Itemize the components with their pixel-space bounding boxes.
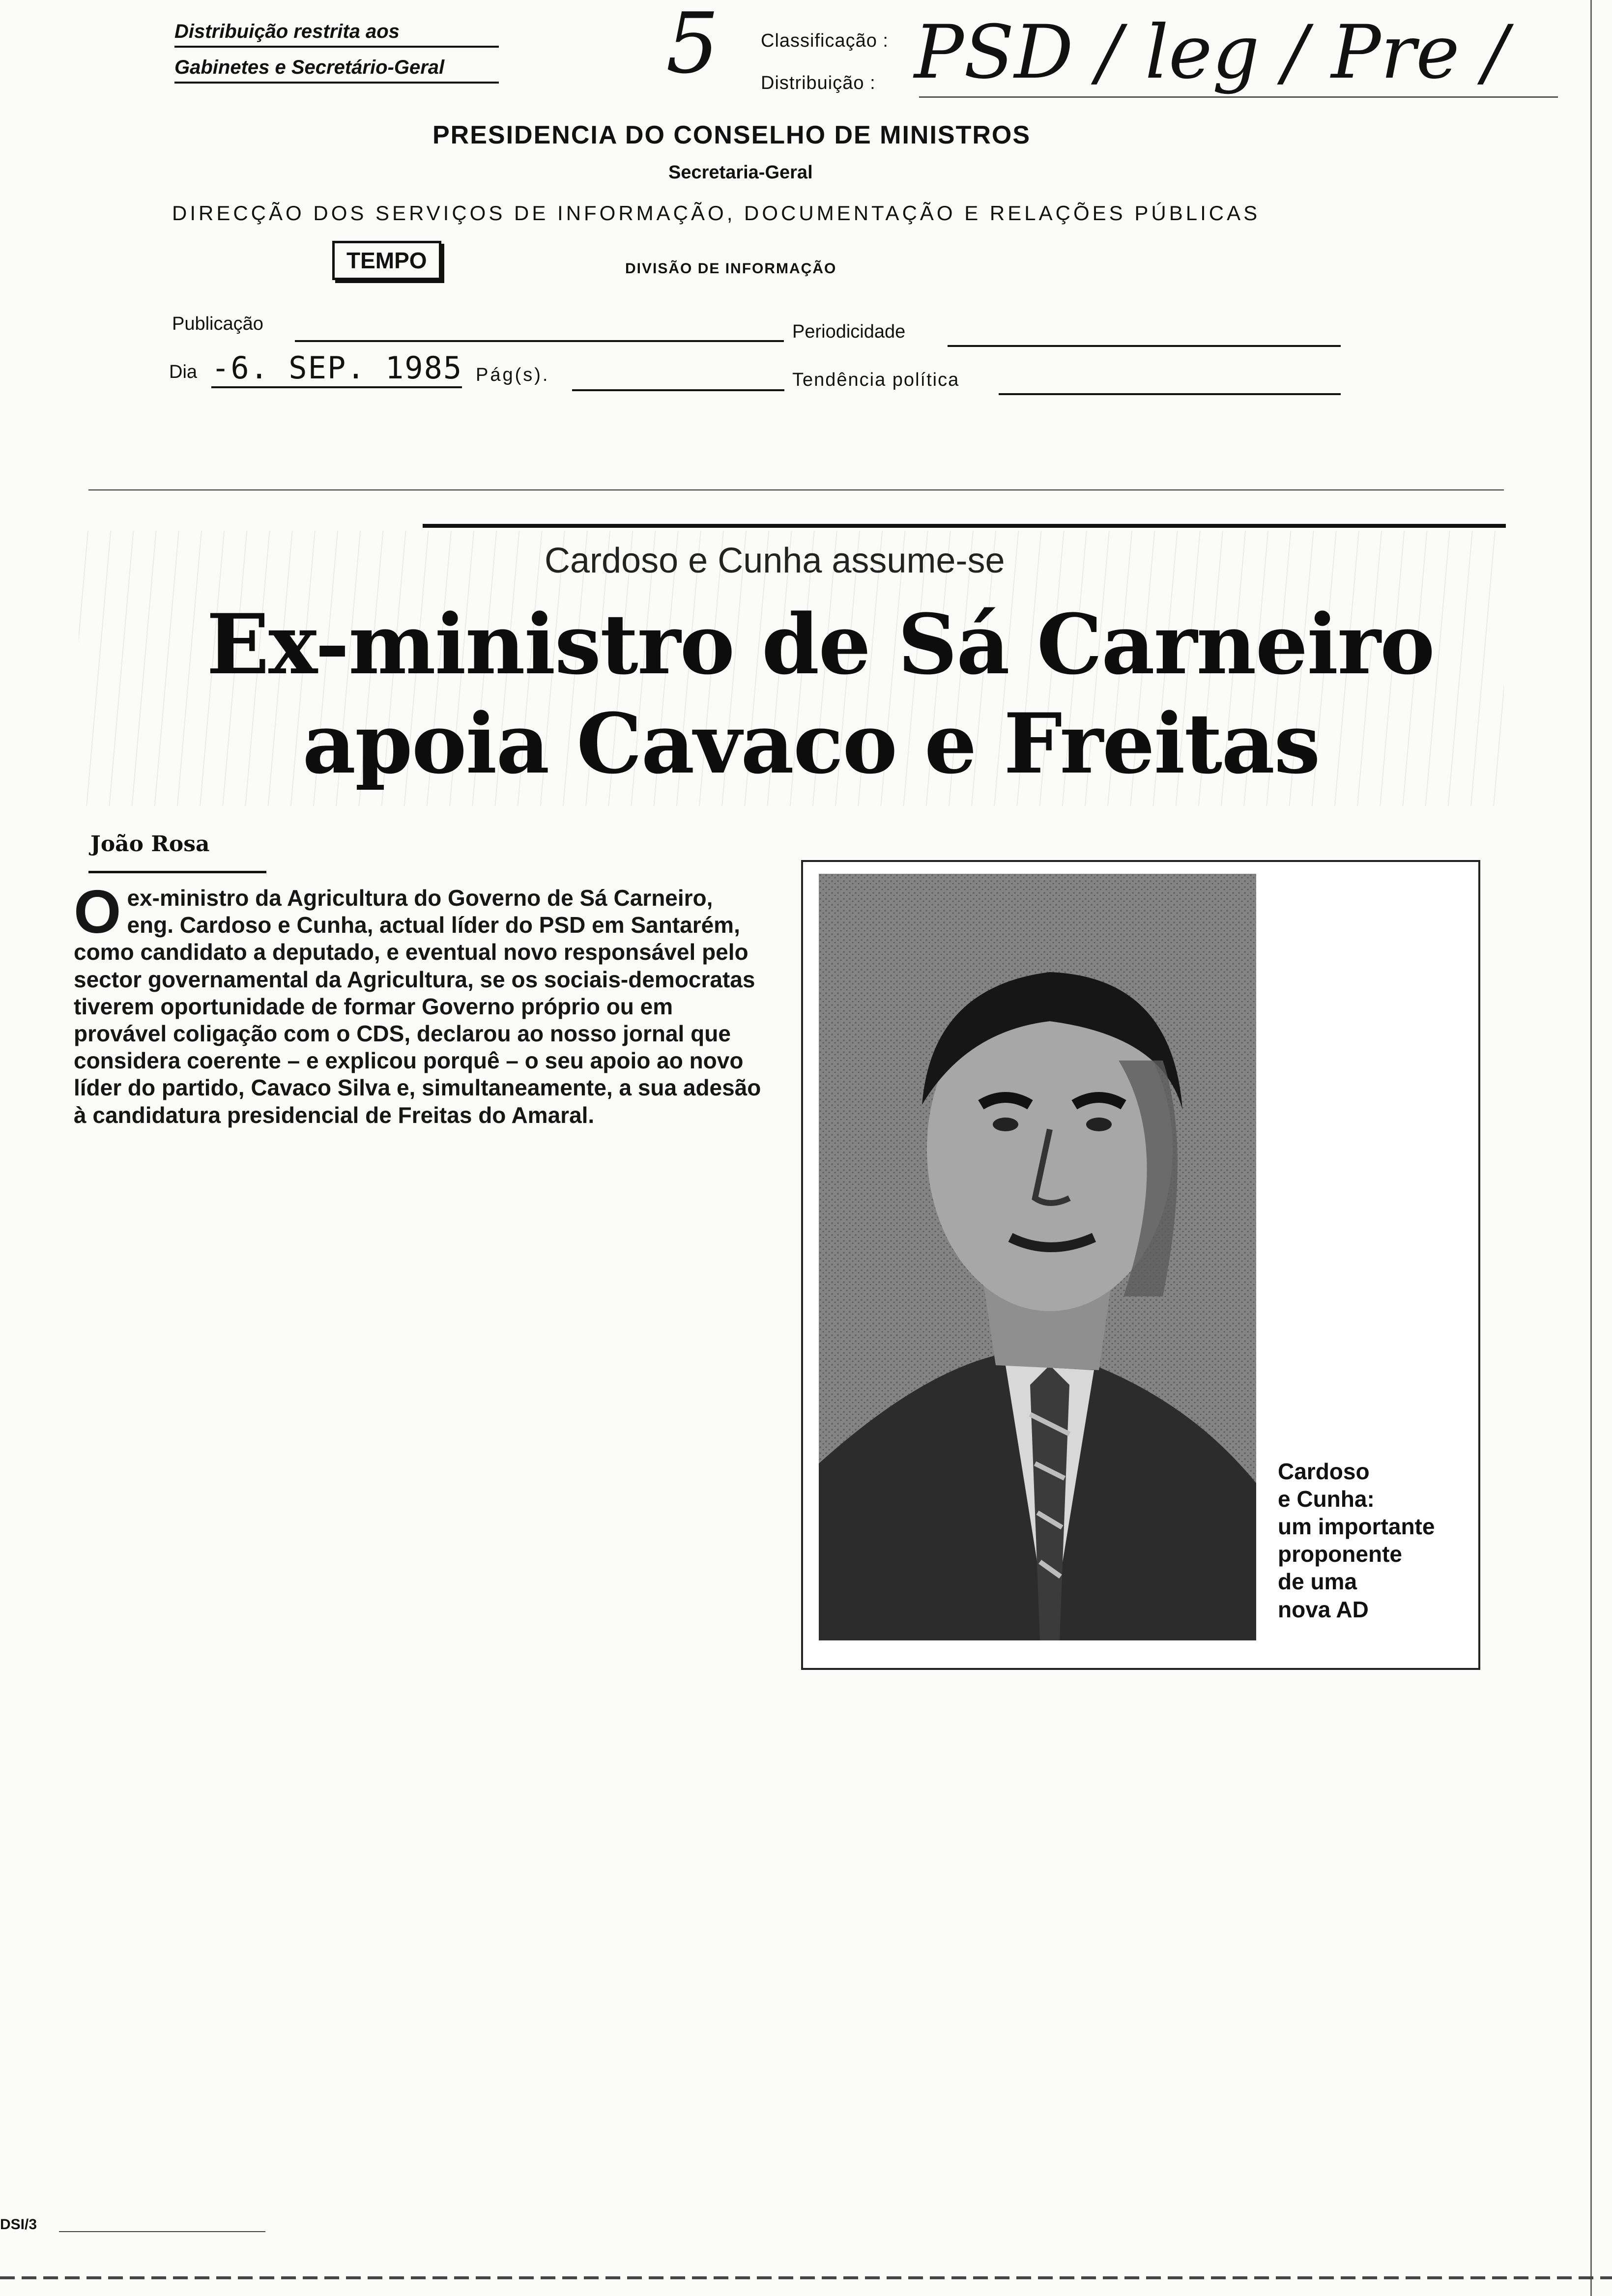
article-kicker: Cardoso e Cunha assume-se <box>545 541 1005 580</box>
portrait-photo <box>819 874 1256 1640</box>
caption-line-4: proponente <box>1278 1541 1402 1567</box>
photo-caption <box>1278 1458 1474 1623</box>
pags-label: Pág(s). <box>476 365 550 385</box>
caption-line-1: Cardoso <box>1278 1459 1370 1484</box>
article-body <box>74 878 762 1129</box>
scan-edge-line <box>1590 0 1592 2296</box>
periodicidade-blank <box>948 345 1341 347</box>
dia-label: Dia <box>169 362 198 382</box>
division-label: DIVISÃO DE INFORMAÇÃO <box>625 260 837 277</box>
tendencia-blank <box>999 393 1341 395</box>
distribution-note-line-1: Distribuição restrita aos <box>174 21 499 48</box>
article-headline-line-2: apoia Cavaco e Freitas <box>302 695 1320 792</box>
distribution-note-line-2: Gabinetes e Secretário-Geral <box>174 57 499 84</box>
article-dropcap: O <box>74 878 121 946</box>
directorate-title: DIRECÇÃO DOS SERVIÇOS DE INFORMAÇÃO, DOCUMENTAÇÃO E RELAÇÕES PÚBLICAS <box>172 201 1261 225</box>
caption-line-5: de uma <box>1278 1569 1357 1595</box>
handwritten-number: 5 <box>666 0 720 92</box>
distribution-note <box>174 21 499 84</box>
caption-line-6: nova AD <box>1278 1596 1369 1622</box>
caption-line-3: um importante <box>1278 1514 1435 1540</box>
dia-value: -6. SEP. 1985 <box>211 350 463 386</box>
tempo-stamp: TEMPO <box>332 241 441 280</box>
article-top-rule-thin <box>88 489 1504 490</box>
article-body-text: ex-ministro da Agricultura do Governo de Sá Carneiro, eng. Cardoso e Cunha, actual líder do PSD em Santarém, como candidato a deputado, e eventual novo responsável pelo sector governamental da Agricultura, se os sociais-democratas tiverem oportunidade de formar Governo próprio ou em provável coligação com o CDS, declarou ao nosso jornal que considera coerente – e explicou porquê – o seu apoio ao novo líder do partido, Cavaco Silva e, simultaneamente, a sua adesão à candidatura presidencial de Freitas do Amaral. <box>74 885 761 1128</box>
top-right-rule <box>919 96 1558 98</box>
distribuicao-label: Distribuição : <box>761 73 876 93</box>
publicacao-blank <box>295 340 784 342</box>
dia-blank <box>211 386 462 388</box>
footer-code: DSI/3 <box>0 2216 37 2233</box>
footer-rule <box>59 2231 265 2232</box>
classificacao-label: Classificação : <box>761 30 889 51</box>
bottom-scan-edge <box>0 2276 1612 2279</box>
byline-rule <box>88 871 266 873</box>
article-top-rule-thick <box>423 524 1506 528</box>
portrait-illustration <box>819 874 1256 1640</box>
secretaria-title: Secretaria-Geral <box>668 162 813 183</box>
tendencia-label: Tendência política <box>792 370 960 390</box>
pags-blank <box>572 389 784 391</box>
publicacao-label: Publicação <box>172 314 263 334</box>
article-headline-line-1: Ex-ministro de Sá Carneiro <box>206 596 1434 693</box>
institution-title: PRESIDENCIA DO CONSELHO DE MINISTROS <box>432 121 1031 149</box>
caption-line-2: e Cunha: <box>1278 1486 1375 1512</box>
handwritten-classification: PSD / leg / Pre / <box>914 10 1508 95</box>
periodicidade-label: Periodicidade <box>792 321 906 342</box>
article-byline: João Rosa <box>90 832 210 857</box>
